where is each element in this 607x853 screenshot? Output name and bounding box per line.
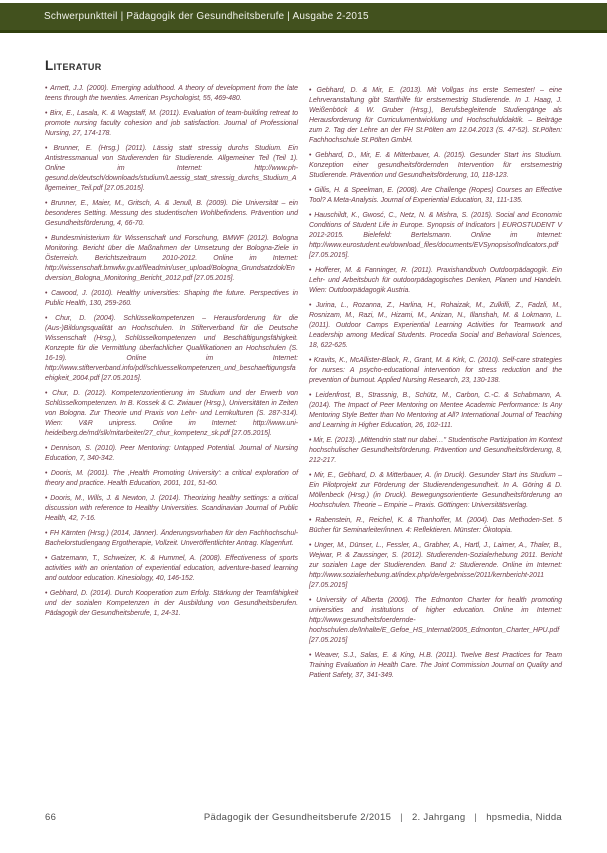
- reference-entry: • Chur, D. (2004). Schlüsselkompetenzen – Herausforderung für die (Aus-)Bildungsqualität an Hochschulen. In Stifterverband für die Deutsche Wissenschaft (Hrsg.), Schlüsselkompetenzen und Beschäftigungsfähigkeit. Konzepte für die Vermittlung überfachlicher Qualifikationen an Hochschulen (S. 16-19). Online im Internet: http://www.stifterverband.info/pdf/schluesselkompetenzen_und_beschaeftigungsfaehigkeit_2004.pdf [27.05.2015].: [45, 314, 298, 384]
- reference-entry: • Leidenfrost, B., Strassnig, B., Schütz, M., Carbon, C.-C. & Schabmann, A. (2014). The Impact of Peer Mentoring on Mentee Academic Performance: Is Any Mentoring Style Better than No Mentoring at All? International Journal of Teaching and Learning in Higher Education, 26, 102-111.: [309, 391, 562, 431]
- page-header-bar: [0, 3, 607, 33]
- footer-separator: |: [474, 812, 478, 823]
- reference-entry: • Dooris, M. (2001). The ‚Health Promoting University': a critical exploration of theory and practice. Health Education, 2001, 101, 51-60.: [45, 469, 298, 489]
- references-column-left: [45, 58, 298, 624]
- footer-publisher: hpsmedia, Nidda: [486, 812, 562, 823]
- reference-entry: • Kravits, K., McAllister-Black, R., Grant, M. & Kirk, C. (2010). Self-care strategies for nurses: A psycho-educational intervention for stress reduction and the prevention of burnout. Applied Nursing Research, 23, 130-138.: [309, 356, 562, 386]
- footer-journal-info: [204, 812, 562, 823]
- footer-journal-title: Pädagogik der Gesundheitsberufe 2/2015: [203, 812, 392, 823]
- reference-entry: • Bundesministerium für Wissenschaft und Forschung, BMWF (2012). Bologna Monitoring. Bericht über die Maßnahmen der Umsetzung der Bologna-Ziele in Österreich. Berichtszeitraum 2010-2012. Online im Internet: http://wissenschaft.bmwfw.gv.at/fileadmin/user_upload/Bologna_Grundsatzdok/Endversion_Bologna_Monitoring_Bericht_2012.pdf [27.05.2015].: [45, 234, 298, 284]
- reference-entry: • Gebhard, D., Mir, E. & Mitterbauer, A. (2015). Gesunder Start ins Studium. Konzeption einer gesundheitsfördernden Intervention für erstsemestrig Studierende. Prävention und Gesundheitsförderung, 10, 118-123.: [309, 151, 562, 181]
- page-footer: [45, 812, 562, 823]
- reference-entry: • Chur, D. (2012). Kompetenzorientierung im Studium und der Erwerb von Schlüsselkompetenzen. In B. Kossek & C. Zwiauer (Hrsg.), Universitäten in Zeiten von Bologna. Zur Theorie und Praxis von Lehr- und Lernkulturen (S. 287-314). Wien: V&R unipress. Online im Internet: http://www.uni-heidelberg.de/md/slk/mitarbeiter/27_chur_kompetenz_sk.pdf [27.05.2015].: [45, 389, 298, 439]
- reference-entry: • Brunner, E. (Hrsg.) (2011). Lässig statt stressig durchs Studium. Ein Antistressmanual von Studierenden für Studierende. Allgemeiner Teil (Teil 1). Online im Internet: http://www.ph-gesund.de/deutsch/downloads/studium/Laessig_statt_stressig_durchs_Studium_Allgemeiner_Teil.pdf [27.05.2015].: [45, 144, 298, 194]
- reference-entry: • University of Alberta (2006). The Edmonton Charter for health promoting universities and institutions of higher education. Online im Internet: http://www.gesundheitsfoerdernde-hochschulen.de/Inhalte/E_Gefoe_HS_Internat/2005_Edmonton_Charter_HPU.pdf [27.05.2015]: [309, 596, 562, 646]
- footer-volume: 2. Jahrgang: [411, 812, 466, 823]
- reference-entry: • Gatzemann, T., Schweizer, K. & Hummel, A. (2008). Effectiveness of sports activities with an orientation of experiential education, adventure-based learning and outdoor education. Kinesiology, 40, 146-152.: [45, 554, 298, 584]
- reference-entry: • Weaver, S.J., Salas, E. & King, H.B. (2011). Twelve Best Practices for Team Training Evaluation in Health Care. The Joint Commission Journal on Quality and Patient Safety, 37, 341-349.: [309, 651, 562, 681]
- section-title: Literatur: [45, 58, 102, 73]
- reference-entry: • Cawood, J. (2010). Healthy universities: Shaping the future. Perspectives in Public Health, 130, 259-260.: [45, 289, 298, 309]
- reference-entry: • Birx, E., Lasala, K. & Wagstaff, M. (2011). Evaluation of team-building retreat to promote nursing faculty cohesion and job satisfaction. Journal of Professional Nursing, 27, 174-178.: [45, 109, 298, 139]
- reference-entry: • Dennison, S. (2010). Peer Mentoring: Untapped Potential. Journal of Nursing Education, 7, 340-342.: [45, 444, 298, 464]
- footer-separator: |: [400, 812, 403, 823]
- reference-entry: • FH Kärnten (Hrsg.) (2014, Jänner). Änderungsvorhaben für den Fachhochschul-Bachelorstudiengang Ergotherapie, Vollzeit. Unveröffentlichter Antrag. Klagenfurt.: [45, 529, 298, 549]
- reference-entry: • Mir, E., Gebhard, D. & Mitterbauer, A. (in Druck). Gesunder Start ins Studium – Ein Pilotprojekt zur Förderung der Studierendengesundheit. In A. Göring & D. Möllenbeck (Hrsg.) (in Druck). Bewegungsorientierte Gesundheitsförderung an Hochschulen. Theorie – Empirie – Praxis. Göttingen: Universitätsverlag.: [309, 471, 562, 511]
- header-breadcrumb-text: Schwerpunktteil | Pädagogik der Gesundheitsberufe | Ausgabe 2-2015: [44, 11, 369, 22]
- references-column-right: [309, 86, 562, 686]
- reference-entry: • Arnett, J.J. (2000). Emerging adulthood. A theory of development from the late teens through the twenties. American Psychologist, 55, 469-480.: [45, 84, 298, 104]
- reference-entry: • Gebhard, D. (2014). Durch Kooperation zum Erfolg. Stärkung der Teamfähigkeit und der sozialen Kompetenzen in der Ausbildung von Gesundheitsberufen. Pädagogik der Gesundheitsberufe, 1, 24-31.: [45, 589, 298, 619]
- reference-entry: • Dooris, M., Wills, J. & Newton, J. (2014). Theorizing healthy settings: a critical discussion with reference to Healthy Universities. Scandinavian Journal of Public Health, 42, 7-16.: [45, 494, 298, 524]
- reference-entry: • Gillis, H. & Speelman, E. (2008). Are Challenge (Ropes) Courses an Effective Tool? A Meta-Analysis. Journal of Experiential Education, 31, 111-135.: [309, 186, 562, 206]
- page-number: 66: [45, 812, 57, 823]
- reference-entry: • Rabenstein, R., Reichel, K. & Thanhoffer, M. (2004). Das Methoden-Set. 5 Bücher für Seminarleiter/innen. 4: Reflektieren. Münster: Ökotopia.: [309, 516, 562, 536]
- reference-entry: • Hofferer, M. & Fanninger, R. (2011). Praxishandbuch Outdoorpädagogik. Ein Lehr- und Arbeitsbuch für outdoorpädagogisches Denken, Planen und Handeln. Wien: Outdoorpädagogik Austria.: [309, 266, 562, 296]
- reference-entry: • Mir, E. (2013). „Mittendrin statt nur dabei…" Studentische Partizipation im Kontext hochschulischer Gesundheitsförderung. Prävention und Gesundheitsförderung, 8, 212-217.: [309, 436, 562, 466]
- reference-entry: • Hauschildt, K., Gwosć, C., Netz, N. & Mishra, S. (2015). Social and Economic Conditions of Student Life in Europe. Synopsis of Indicators | EUROSTUDENT V 2012-2015. Bielefeld: Bertelsmann. Online im Internet: http://www.eurostudent.eu/download_files/documents/EVSynopsisofIndicators.pdf [27.05.2015].: [309, 211, 562, 261]
- reference-entry: • Brunner, E., Maier, M., Gritsch, A. & Jenull, B. (2009). Die Universität – ein besonderes Setting. Messung des studentischen Wohlbefindens. Prävention und Gesundheitsförderung, 4, 66-70.: [45, 199, 298, 229]
- reference-entry: • Unger, M., Dünser, L., Fessler, A., Grabher, A., Hartl, J., Laimer, A., Thaler, B., Wejwar, P. & Zaussinger, S. (2012). Studierenden-Sozialerhebung 2011. Bericht zur sozialen Lage der Studierenden. Band 2: Studierende. Online im Internet: http://www.sozialerhebung.at/index.php/de/ergebnisse/2011/kernbericht-2011 [27.05.2015]: [309, 541, 562, 591]
- reference-entry: • Gebhard, D. & Mir, E. (2013). Mit Vollgas ins erste Semester! – eine Lehrveranstaltung gibt Starthilfe für erstsemestrig Studierende. In J. Haag, J. Weißenböck & W. Gruber (Hrsg.), Berufsbegleitende Studiengänge als Herausforderung für Curriculumentwicklung und Hochschuldidaktik. – Beiträge zum 2. Tag der Lehre an der FH St.Pölten am 12.04.2013 (S. 47-52). St.Pölten: Fachhochschule St.Pölten GmbH.: [309, 86, 562, 146]
- reference-entry: • Jurina, L., Rozanna, Z., Harlina, H., Rohaizak, M., Zulkifli, Z., Fadzli, M., Rosnizam, M., Razi, M., Hizami, M., Anizan, N., Illanshah, M. & Lokmann, L. (2011). Outdoor Camps Experiential Learning Activities for Teamwork and Leadership among Medical Students. Procedia Social and Behavioral Sciences, 18, 622-625.: [309, 301, 562, 351]
